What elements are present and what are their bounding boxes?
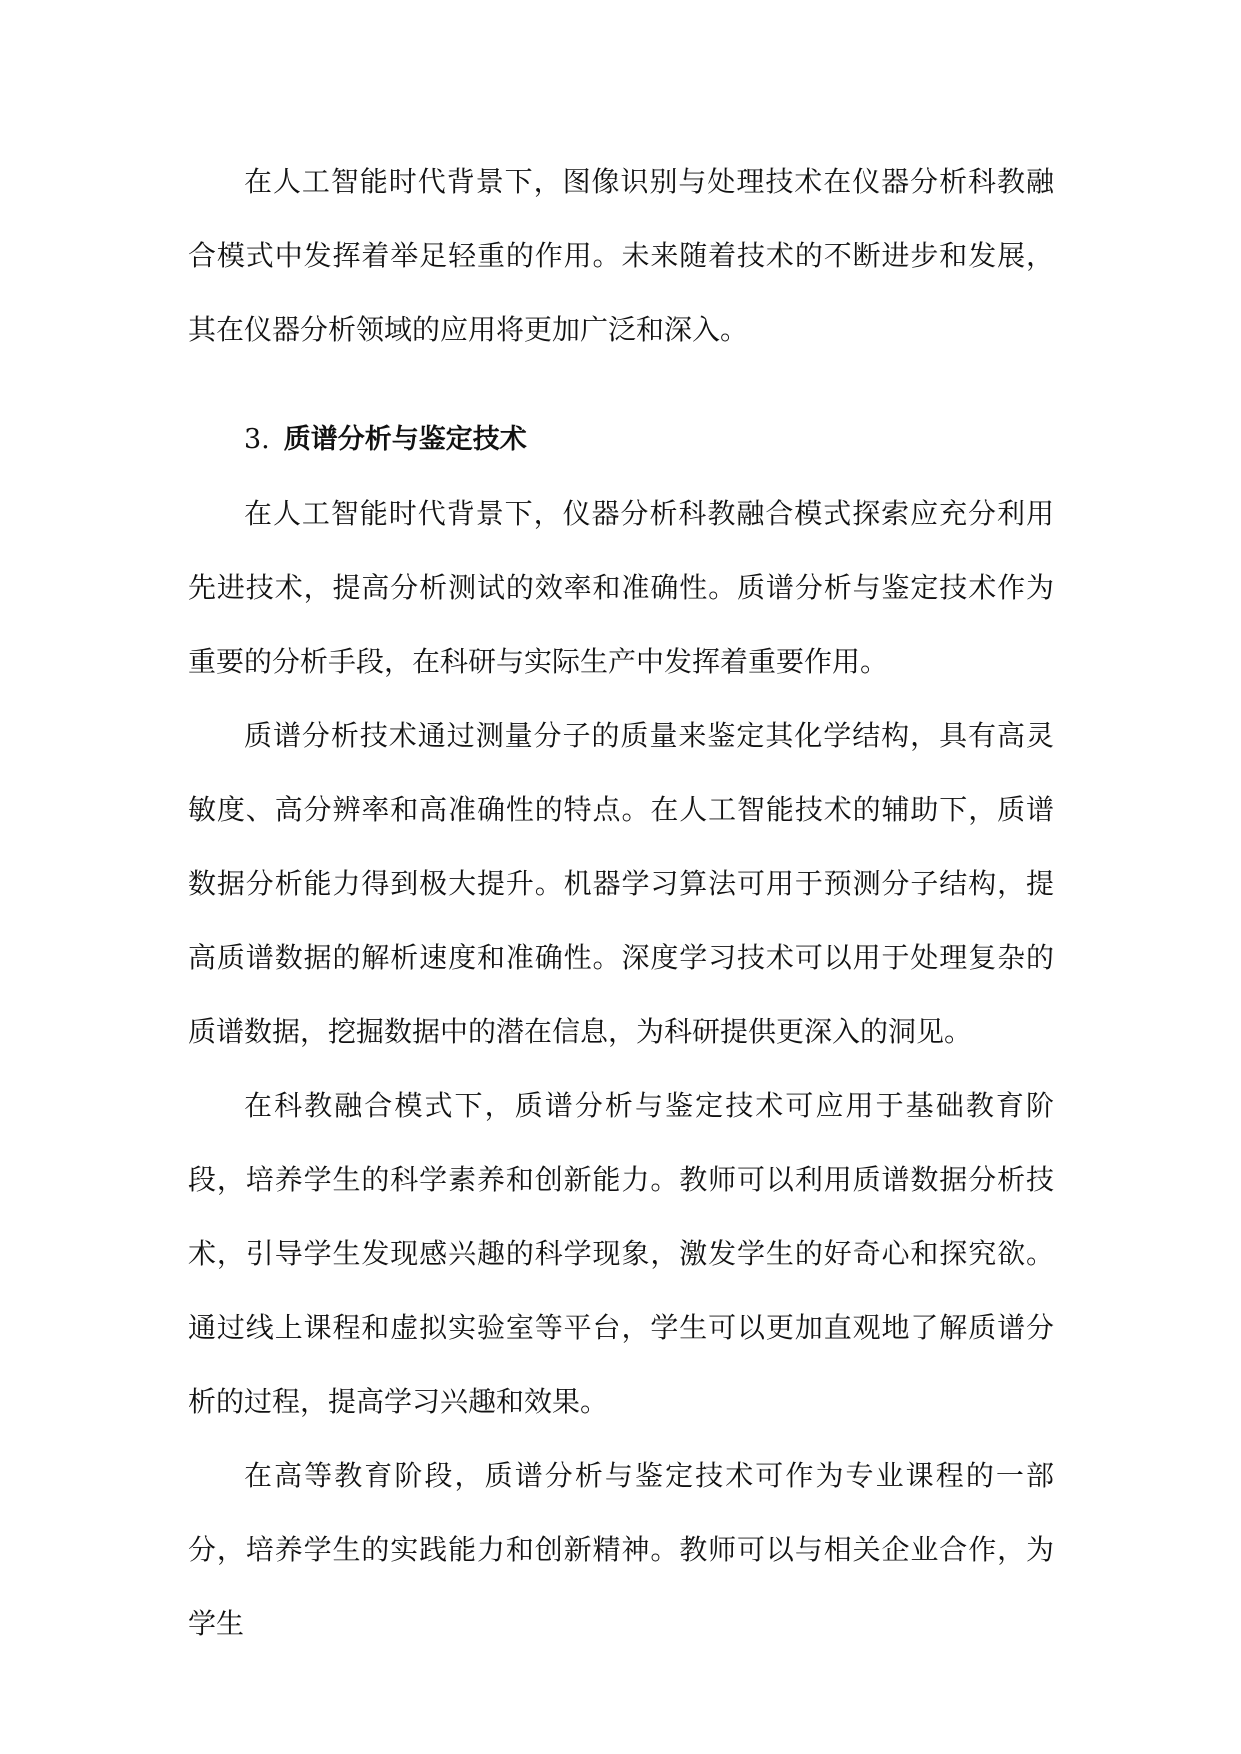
section-title: 质谱分析与鉴定技术 — [283, 424, 527, 455]
body-paragraph-4: 在高等教育阶段，质谱分析与鉴定技术可作为专业课程的一部分，培养学生的实践能力和创新精神。教师可以与相关企业合作，为学生 — [188, 1459, 1054, 1640]
body-paragraph-1: 在人工智能时代背景下，仪器分析科教融合模式探索应充分利用先进技术，提高分析测试的效率和准确性。质谱分析与鉴定技术作为重要的分析手段，在科研与实际生产中发挥着重要作用。 — [188, 497, 1054, 678]
body-paragraph-3: 在科教融合模式下，质谱分析与鉴定技术可应用于基础教育阶段，培养学生的科学素养和创新能力。教师可以利用质谱数据分析技术，引导学生发现感兴趣的科学现象，激发学生的好奇心和探究欲。通过线上课程和虚拟实验室等平台，学生可以更加直观地了解质谱分析的过程，提高学习兴趣和效果。 — [188, 1089, 1054, 1418]
document-body — [188, 145, 1054, 1661]
body-paragraph-2: 质谱分析技术通过测量分子的质量来鉴定其化学结构，具有高灵敏度、高分辨率和高准确性的特点。在人工智能技术的辅助下，质谱数据分析能力得到极大提升。机器学习算法可用于预测分子结构，提高质谱数据的解析速度和准确性。深度学习技术可以用于处理复杂的质谱数据，挖掘数据中的潜在信息，为科研提供更深入的洞见。 — [188, 719, 1054, 1048]
section-number: 3. — [244, 424, 270, 455]
intro-paragraph: 在人工智能时代背景下，图像识别与处理技术在仪器分析科教融合模式中发挥着举足轻重的作用。未来随着技术的不断进步和发展，其在仪器分析领域的应用将更加广泛和深入。 — [188, 165, 1054, 346]
section-heading — [188, 403, 1054, 477]
